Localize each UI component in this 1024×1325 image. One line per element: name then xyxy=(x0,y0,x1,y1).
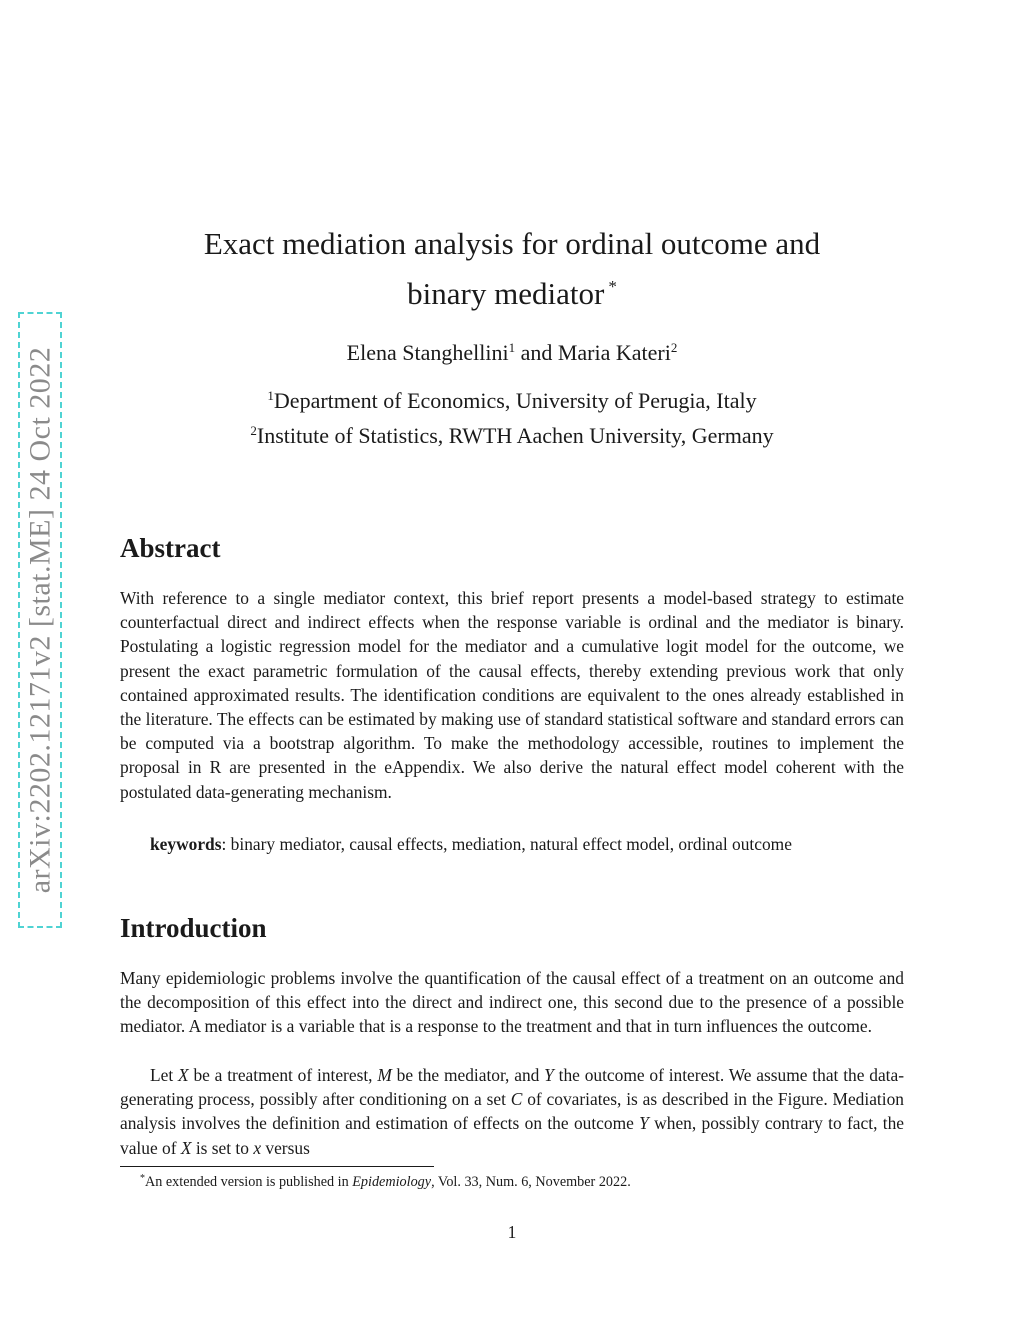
arxiv-identifier-stamp[interactable] xyxy=(18,312,62,928)
author-list xyxy=(120,333,904,368)
title-line-2: binary mediator xyxy=(407,276,605,311)
keywords-label: keywords xyxy=(150,834,222,854)
arxiv-identifier-text: arXiv:2202.12171v2 [stat.ME] 24 Oct 2022 xyxy=(23,346,57,894)
keywords xyxy=(120,832,904,856)
affiliation-mark: 2 xyxy=(670,340,678,355)
page-number: 1 xyxy=(507,1222,517,1242)
footnote-rule xyxy=(120,1166,434,1167)
author-name: Maria Kateri xyxy=(557,340,671,365)
math-variable: x xyxy=(253,1137,262,1158)
affiliation-mark: 1 xyxy=(508,340,516,355)
affiliation xyxy=(120,416,904,451)
author-conjunction: and xyxy=(515,340,558,365)
abstract-text: With reference to a single mediator context, this brief report presents a model-based strategy to estimate counterfactual direct and indirect effects when the response variable is ordinal and the mediator is binary. Postulating a logistic regression model for the mediator and a cumulative logit model for the outcome, we present the exact parametric formulation of the causal effects, thereby extending previous work that only contained approximated results. The identification conditions are equivalent to the ones already established in the literature. The effects can be estimated by making use of standard statistical software and standard errors can be computed via a bootstrap algorithm. To make the methodology accessible, routines to implement the proposal in R are presented in the eAppendix. We also derive the natural effect model coherent with the postulated data-generating mechanism. xyxy=(120,588,904,802)
author-name: Elena Stanghellini xyxy=(346,340,509,365)
title-footnote-mark[interactable]: * xyxy=(608,277,617,296)
footnote-mark: * xyxy=(140,1173,145,1184)
footnote: *An extended version is published in Epidemiology, Vol. 33, Num. 6, November 2022. xyxy=(140,1173,631,1190)
math-variable: C xyxy=(510,1089,523,1110)
intro-paragraph-2: Let X be a treatment of interest, M be the mediator, and Y the outcome of interest. We assume that the data-generating process, possibly after conditioning on a set C of covariates, is as described in the Figure. Mediation analysis involves the definition and estimation of effects on the outcome Y when, possibly contrary to fact, the value of X is set to x versus xyxy=(120,1065,905,1158)
paper-title xyxy=(120,222,904,315)
affiliation-text: Department of Economics, University of Perugia, Italy xyxy=(273,388,757,413)
math-variable: X xyxy=(180,1137,192,1158)
math-variable: M xyxy=(377,1065,392,1085)
intro-paragraph-1: Many epidemiologic problems involve the quantification of the causal effect of a treatment on an outcome and the decomposition of this effect into the direct and indirect one, this second due to the presence of a possible mediator. A mediator is a variable that is a response to the treatment and that in turn influences the outcome. xyxy=(120,968,904,1037)
affiliation-mark: 1 xyxy=(267,388,274,403)
affiliation-mark: 2 xyxy=(250,423,257,438)
math-variable: Y xyxy=(544,1065,554,1085)
journal-name: Epidemiology xyxy=(352,1174,432,1190)
affiliation xyxy=(120,381,904,416)
math-variable: Y xyxy=(639,1113,649,1134)
math-variable: X xyxy=(178,1065,189,1085)
keywords-text: : binary mediator, causal effects, mediation, natural effect model, ordinal outcome xyxy=(221,834,792,854)
affiliation-text: Institute of Statistics, RWTH Aachen University, Germany xyxy=(256,423,774,448)
affiliation-list xyxy=(120,381,904,451)
title-line-1: Exact mediation analysis for ordinal outcome and xyxy=(203,226,821,261)
introduction-heading: Introduction xyxy=(120,913,267,943)
abstract-heading: Abstract xyxy=(120,533,221,563)
